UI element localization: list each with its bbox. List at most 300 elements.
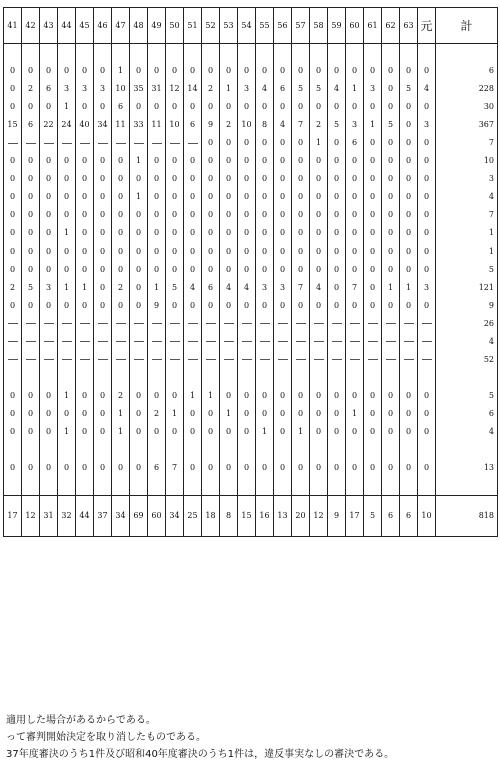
dash-cell	[382, 333, 400, 351]
table-cell: 0	[364, 62, 382, 80]
table-cell: 0	[364, 188, 382, 206]
empty-cell	[94, 477, 112, 496]
table-cell: 0	[292, 170, 310, 188]
dash-mark	[134, 143, 144, 144]
table-cell: 10	[238, 116, 256, 134]
table-cell: 2	[4, 279, 22, 297]
dash-cell	[184, 351, 202, 369]
table-cell: 0	[310, 170, 328, 188]
empty-cell	[184, 441, 202, 459]
table-cell: 0	[112, 297, 130, 315]
dash-cell	[346, 351, 364, 369]
dash-cell	[418, 333, 436, 351]
table-cell: 0	[382, 170, 400, 188]
table-cell: 0	[112, 224, 130, 242]
table-cell: 0	[256, 459, 274, 477]
table-cell: 0	[94, 261, 112, 279]
total-cell: 31	[40, 496, 58, 537]
dash-cell	[166, 333, 184, 351]
table-cell: 0	[274, 98, 292, 116]
dash-mark	[224, 323, 234, 324]
table-cell: 0	[418, 62, 436, 80]
table-cell: 0	[40, 62, 58, 80]
table-cell: 9	[202, 116, 220, 134]
table-cell: 0	[184, 423, 202, 441]
table-cell: 0	[166, 188, 184, 206]
table-cell: 0	[76, 224, 94, 242]
dash-cell	[94, 351, 112, 369]
table-cell: 7	[436, 134, 498, 152]
table-cell: 3	[256, 279, 274, 297]
table-cell: 0	[40, 152, 58, 170]
dash-mark	[152, 359, 162, 360]
table-cell: 0	[40, 188, 58, 206]
table-cell: 0	[346, 170, 364, 188]
table-cell: 0	[94, 297, 112, 315]
dash-mark	[8, 323, 18, 324]
table-cell: 0	[166, 387, 184, 405]
table-cell: 0	[220, 152, 238, 170]
table-cell: 0	[94, 224, 112, 242]
table-cell: 0	[274, 188, 292, 206]
table-cell: 0	[22, 98, 40, 116]
table-cell: 0	[418, 459, 436, 477]
total-cell: 8	[220, 496, 238, 537]
table-cell: 0	[202, 224, 220, 242]
table-cell: 0	[328, 459, 346, 477]
empty-cell	[184, 477, 202, 496]
total-cell: 34	[166, 496, 184, 537]
empty-cell	[436, 44, 498, 63]
table-row	[4, 152, 498, 170]
table-cell: 33	[130, 116, 148, 134]
table-cell: 0	[238, 170, 256, 188]
table-cell: 0	[382, 188, 400, 206]
table-cell: 0	[274, 152, 292, 170]
table-cell: 0	[202, 423, 220, 441]
table-cell: 0	[130, 279, 148, 297]
table-cell: 0	[184, 170, 202, 188]
dash-mark	[80, 341, 90, 342]
table-cell: 0	[76, 188, 94, 206]
table-cell: 0	[382, 206, 400, 224]
table-cell: 5	[310, 80, 328, 98]
table-cell: 0	[364, 206, 382, 224]
dash-cell	[184, 333, 202, 351]
table-cell: 0	[40, 224, 58, 242]
empty-cell	[328, 44, 346, 63]
table-cell: 0	[166, 98, 184, 116]
table-cell: 0	[274, 62, 292, 80]
table-cell: 0	[418, 170, 436, 188]
empty-cell	[166, 44, 184, 63]
table-cell: 10	[112, 80, 130, 98]
dash-mark	[224, 359, 234, 360]
column-header: 43	[40, 8, 58, 44]
table-cell: 6	[112, 98, 130, 116]
column-header: 54	[238, 8, 256, 44]
table-cell: 0	[238, 261, 256, 279]
table-cell: 0	[58, 188, 76, 206]
dash-cell	[112, 351, 130, 369]
table-cell: 5	[22, 279, 40, 297]
table-cell: 0	[310, 405, 328, 423]
empty-cell	[184, 369, 202, 387]
table-cell: 0	[328, 206, 346, 224]
table-cell: 0	[202, 62, 220, 80]
table-cell: 0	[328, 423, 346, 441]
table-cell: 15	[4, 116, 22, 134]
dash-cell	[364, 315, 382, 333]
empty-cell	[364, 477, 382, 496]
table-cell: 0	[328, 98, 346, 116]
table-cell: 7	[346, 279, 364, 297]
table-cell: 0	[184, 261, 202, 279]
table-cell: 1	[310, 134, 328, 152]
table-cell: 0	[4, 62, 22, 80]
table-cell: 0	[22, 423, 40, 441]
table-cell: 4	[274, 116, 292, 134]
table-cell: 0	[238, 62, 256, 80]
table-cell: 0	[364, 459, 382, 477]
empty-cell	[274, 44, 292, 63]
table-cell: 0	[112, 206, 130, 224]
table-cell: 0	[4, 224, 22, 242]
empty-cell	[274, 369, 292, 387]
footnotes	[6, 712, 496, 763]
dash-cell	[166, 315, 184, 333]
table-cell: 0	[130, 405, 148, 423]
table-cell: 0	[148, 243, 166, 261]
table-cell: 0	[310, 387, 328, 405]
table-cell: 7	[166, 459, 184, 477]
total-cell: 60	[148, 496, 166, 537]
dash-mark	[44, 359, 54, 360]
empty-cell	[40, 369, 58, 387]
empty-cell	[94, 44, 112, 63]
table-cell: 0	[4, 80, 22, 98]
empty-cell	[130, 44, 148, 63]
dash-mark	[152, 143, 162, 144]
table-cell: 1	[58, 387, 76, 405]
dash-cell	[256, 333, 274, 351]
table-cell: 0	[292, 387, 310, 405]
dash-mark	[350, 323, 360, 324]
table-cell: 0	[382, 98, 400, 116]
dash-cell	[346, 315, 364, 333]
table-cell: 0	[274, 170, 292, 188]
dash-mark	[260, 341, 270, 342]
empty-cell	[292, 369, 310, 387]
table-cell: 0	[400, 405, 418, 423]
table-cell: 0	[94, 387, 112, 405]
dash-cell	[328, 315, 346, 333]
table-cell: 0	[4, 170, 22, 188]
table-cell: 0	[274, 261, 292, 279]
dash-mark	[242, 359, 252, 360]
table-cell: 0	[400, 188, 418, 206]
table-cell: 0	[274, 206, 292, 224]
table-row	[4, 188, 498, 206]
table-cell: 0	[400, 243, 418, 261]
table-cell: 0	[418, 243, 436, 261]
dash-cell	[256, 315, 274, 333]
table-cell: 3	[364, 80, 382, 98]
empty-cell	[292, 441, 310, 459]
table-cell: 0	[202, 405, 220, 423]
dash-cell	[4, 333, 22, 351]
dash-cell	[274, 333, 292, 351]
dash-mark	[170, 143, 180, 144]
empty-cell	[256, 441, 274, 459]
empty-cell	[148, 477, 166, 496]
table-cell: 0	[418, 224, 436, 242]
dash-mark	[62, 341, 72, 342]
table-cell: 0	[40, 98, 58, 116]
dash-cell	[310, 351, 328, 369]
header-row	[4, 8, 498, 44]
column-header: 44	[58, 8, 76, 44]
dash-mark	[242, 341, 252, 342]
dash-mark	[368, 323, 378, 324]
footnote-line: 37年度審決のうち1件及び昭和40年度審決のうち1件は，違反事実なしの審決である。	[6, 749, 395, 760]
dash-cell	[418, 351, 436, 369]
empty-cell	[148, 369, 166, 387]
dash-mark	[422, 359, 432, 360]
dash-mark	[206, 323, 216, 324]
table-cell: 0	[256, 206, 274, 224]
total-cell: 5	[364, 496, 382, 537]
table-cell: 0	[238, 224, 256, 242]
table-cell: 0	[76, 62, 94, 80]
empty-cell	[382, 44, 400, 63]
table-cell: 0	[418, 134, 436, 152]
table-cell: 0	[166, 261, 184, 279]
table-cell: 11	[148, 116, 166, 134]
empty-cell	[58, 369, 76, 387]
table-cell: 0	[22, 170, 40, 188]
total-cell: 12	[22, 496, 40, 537]
table-row	[4, 387, 498, 405]
table-cell: 0	[328, 243, 346, 261]
table-cell: 1	[112, 62, 130, 80]
empty-cell	[202, 441, 220, 459]
dash-cell	[94, 134, 112, 152]
empty-cell	[310, 477, 328, 496]
table-cell: 3	[58, 80, 76, 98]
table-cell: 6	[40, 80, 58, 98]
table-cell: 0	[76, 152, 94, 170]
empty-cell	[400, 44, 418, 63]
table-cell: 0	[202, 98, 220, 116]
table-cell: 1	[58, 98, 76, 116]
table-cell: 0	[76, 206, 94, 224]
empty-cell	[238, 441, 256, 459]
empty-cell	[418, 44, 436, 63]
table-cell: 0	[130, 98, 148, 116]
table-cell: 0	[94, 152, 112, 170]
table-cell: 0	[220, 170, 238, 188]
table-row	[4, 206, 498, 224]
empty-cell	[112, 369, 130, 387]
dash-cell	[382, 351, 400, 369]
dash-mark	[278, 341, 288, 342]
dash-cell	[274, 315, 292, 333]
dash-mark	[98, 359, 108, 360]
table-cell: 0	[364, 224, 382, 242]
table-cell: 0	[238, 423, 256, 441]
table-cell: 0	[58, 62, 76, 80]
table-cell: 0	[400, 224, 418, 242]
table-cell: 0	[94, 243, 112, 261]
dash-mark	[242, 323, 252, 324]
table-cell: 6	[274, 80, 292, 98]
dash-cell	[4, 315, 22, 333]
table-cell: 0	[346, 423, 364, 441]
table-cell: 0	[184, 152, 202, 170]
dash-mark	[206, 341, 216, 342]
table-cell: 2	[148, 405, 166, 423]
table-cell: 0	[382, 297, 400, 315]
empty-cell	[292, 44, 310, 63]
table-cell: 0	[94, 170, 112, 188]
table-cell: 0	[22, 188, 40, 206]
dash-mark	[350, 341, 360, 342]
table-cell: 0	[166, 62, 184, 80]
total-cell: 6	[382, 496, 400, 537]
table-cell: 3	[76, 80, 94, 98]
table-cell: 4	[436, 333, 498, 351]
table-cell: 0	[166, 206, 184, 224]
spacer-row	[4, 477, 498, 496]
table-cell: 4	[256, 80, 274, 98]
dash-mark	[188, 359, 198, 360]
dash-mark	[44, 143, 54, 144]
table-cell: 0	[418, 387, 436, 405]
table-cell: 0	[4, 387, 22, 405]
table-cell: 0	[22, 206, 40, 224]
table-cell: 14	[184, 80, 202, 98]
table-cell: 0	[22, 387, 40, 405]
table-cell: 0	[130, 224, 148, 242]
dash-cell	[148, 333, 166, 351]
table-cell: 0	[4, 188, 22, 206]
empty-cell	[76, 477, 94, 496]
empty-cell	[328, 441, 346, 459]
dash-cell	[274, 351, 292, 369]
table-row	[4, 333, 498, 351]
column-header: 42	[22, 8, 40, 44]
dash-mark	[98, 341, 108, 342]
table-cell: 0	[130, 261, 148, 279]
table-cell: 0	[58, 459, 76, 477]
empty-cell	[256, 44, 274, 63]
table-cell: 22	[40, 116, 58, 134]
table-cell: 121	[436, 279, 498, 297]
empty-cell	[148, 44, 166, 63]
table-cell: 0	[310, 98, 328, 116]
table-cell: 0	[40, 243, 58, 261]
table-cell: 0	[130, 62, 148, 80]
total-cell: 15	[238, 496, 256, 537]
table-cell: 1	[184, 387, 202, 405]
table-cell: 0	[148, 224, 166, 242]
table-cell: 0	[256, 62, 274, 80]
dash-mark	[386, 341, 396, 342]
table-cell: 0	[184, 405, 202, 423]
empty-cell	[166, 477, 184, 496]
dash-cell	[328, 351, 346, 369]
dash-mark	[8, 359, 18, 360]
empty-cell	[40, 44, 58, 63]
dash-cell	[238, 333, 256, 351]
table-cell: 0	[274, 459, 292, 477]
table-cell: 0	[76, 261, 94, 279]
table-cell: 0	[418, 188, 436, 206]
empty-cell	[112, 477, 130, 496]
empty-cell	[4, 44, 22, 63]
total-cell: 69	[130, 496, 148, 537]
empty-cell	[418, 477, 436, 496]
total-cell: 818	[436, 496, 498, 537]
table-cell: 0	[4, 459, 22, 477]
table-row	[4, 423, 498, 441]
table-cell: 0	[4, 152, 22, 170]
table-cell: 0	[310, 152, 328, 170]
table-cell: 1	[400, 279, 418, 297]
table-cell: 0	[76, 459, 94, 477]
totals-row	[4, 496, 498, 537]
dash-mark	[8, 341, 18, 342]
table-cell: 4	[238, 279, 256, 297]
empty-cell	[238, 44, 256, 63]
table-cell: 3	[436, 170, 498, 188]
table-cell: 1	[292, 423, 310, 441]
table-cell: 0	[382, 387, 400, 405]
dash-mark	[44, 341, 54, 342]
table-cell: 0	[94, 279, 112, 297]
dash-cell	[148, 315, 166, 333]
empty-cell	[40, 441, 58, 459]
table-row	[4, 134, 498, 152]
table-cell: 3	[40, 279, 58, 297]
table-cell: 1	[202, 387, 220, 405]
empty-cell	[166, 369, 184, 387]
dash-cell	[382, 315, 400, 333]
dash-cell	[130, 351, 148, 369]
column-header: 55	[256, 8, 274, 44]
empty-cell	[184, 44, 202, 63]
table-cell: 0	[364, 387, 382, 405]
dash-cell	[184, 134, 202, 152]
table-cell: 2	[22, 80, 40, 98]
dash-mark	[62, 323, 72, 324]
table-cell: 0	[4, 261, 22, 279]
dash-mark	[332, 341, 342, 342]
table-cell: 0	[382, 152, 400, 170]
table-cell: 0	[112, 459, 130, 477]
table-cell: 0	[256, 405, 274, 423]
dash-cell	[292, 315, 310, 333]
dash-mark	[278, 359, 288, 360]
table-row	[4, 315, 498, 333]
dash-mark	[26, 323, 36, 324]
dash-cell	[76, 315, 94, 333]
table-cell: 5	[328, 116, 346, 134]
table-cell: 9	[436, 297, 498, 315]
table-cell: 0	[220, 62, 238, 80]
table-cell: 8	[256, 116, 274, 134]
